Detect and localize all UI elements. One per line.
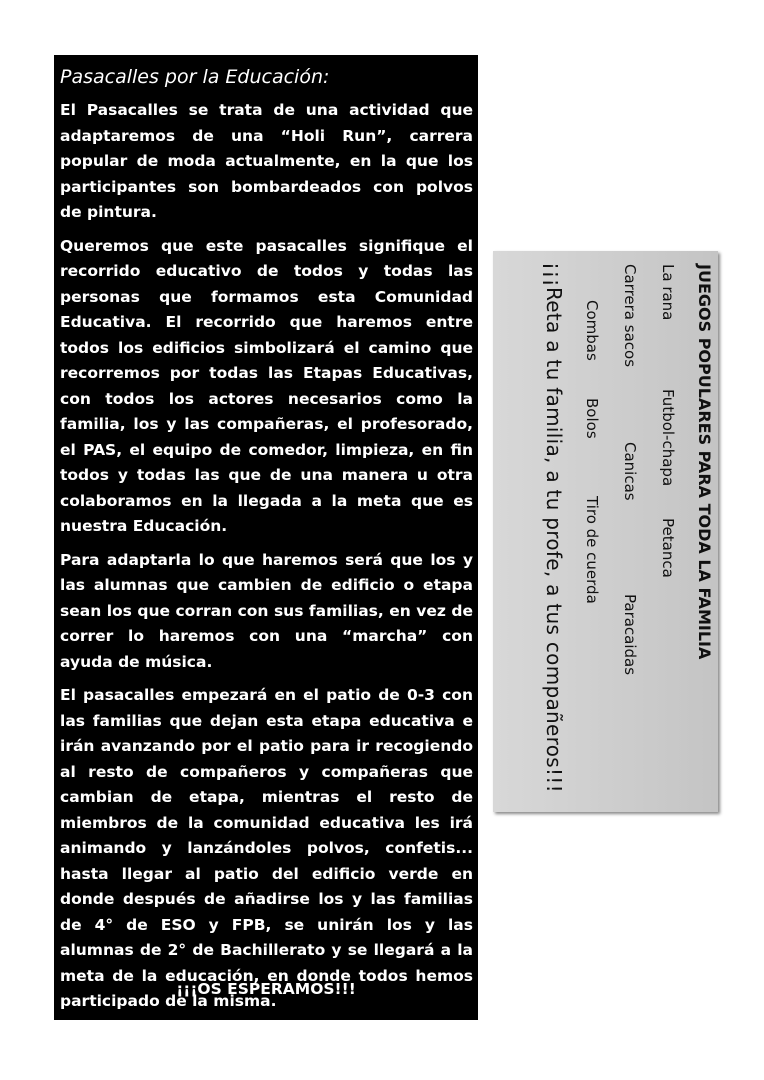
game-item: Paracaidas [621,594,639,676]
game-item: Carrera sacos [621,264,639,368]
article-paragraph: Para adaptarla lo que haremos será que los y las alumnas que cambien de edificio o etapa sean los que corran con sus familias, en vez de correr lo haremos con una “marcha” con ayuda de música. [60,550,473,671]
game-item: Petanca [659,518,677,578]
games-tagline: ¡¡¡Reta a tu familia, a tu profe, a tus compañeros!!! [542,262,566,793]
games-title: JUEGOS POPULARES PARA TODA LA FAMILIA [695,264,714,660]
article-panel [54,55,478,1020]
game-item: Canicas [621,442,639,501]
games-panel [493,251,718,812]
article-paragraph: El pasacalles empezará en el patio de 0-3 con las familias que dejan esta etapa educativa e irán avanzando por el patio para ir recogiendo al resto de compañeros y compañeras que cambian de etapa, mientras el resto de miembros de la comunidad educativa les irá animando y lanzándoles polvos, confetis... hasta llegar al patio del edificio verde en donde después de añadirse los y las familias de 4° de ESO y FPB, se unirán los y las alumnas de 2° de Bachillerato y se llegará a la meta de la educación, en donde todos hemos participado de la misma. [60,686,473,1010]
game-item: Tiro de cuerda [583,496,601,604]
closing-text: ¡¡¡OS ESPERAMOS!!! [176,980,356,998]
article-title: Pasacalles por la Educación: [60,66,330,88]
game-item: La rana [659,264,677,321]
game-item: Futbol-chapa [659,389,677,487]
game-item: Bolos [583,398,601,439]
game-item: Combas [583,300,601,361]
article-paragraph: Queremos que este pasacalles signifique el recorrido educativo de todos y todas las personas que formamos esta Comunidad Educativa. El recorrido que haremos entre todos los edificios simbolizará el camino que recorremos por todas las Etapas Educativas, con todos los actores necesarios como la familia, los y las compañeras, el profesorado, el PAS, el equipo de comedor, limpieza, en fin todos y todas las que de una manera u otra colaboramos en la llegada a la meta que es nuestra Educación. [60,236,473,535]
article-paragraph: El Pasacalles se trata de una actividad que adaptaremos de una “Holi Run”, carrera popular de moda actualmente, en la que los participantes son bombardeados con polvos de pintura. [60,101,473,221]
